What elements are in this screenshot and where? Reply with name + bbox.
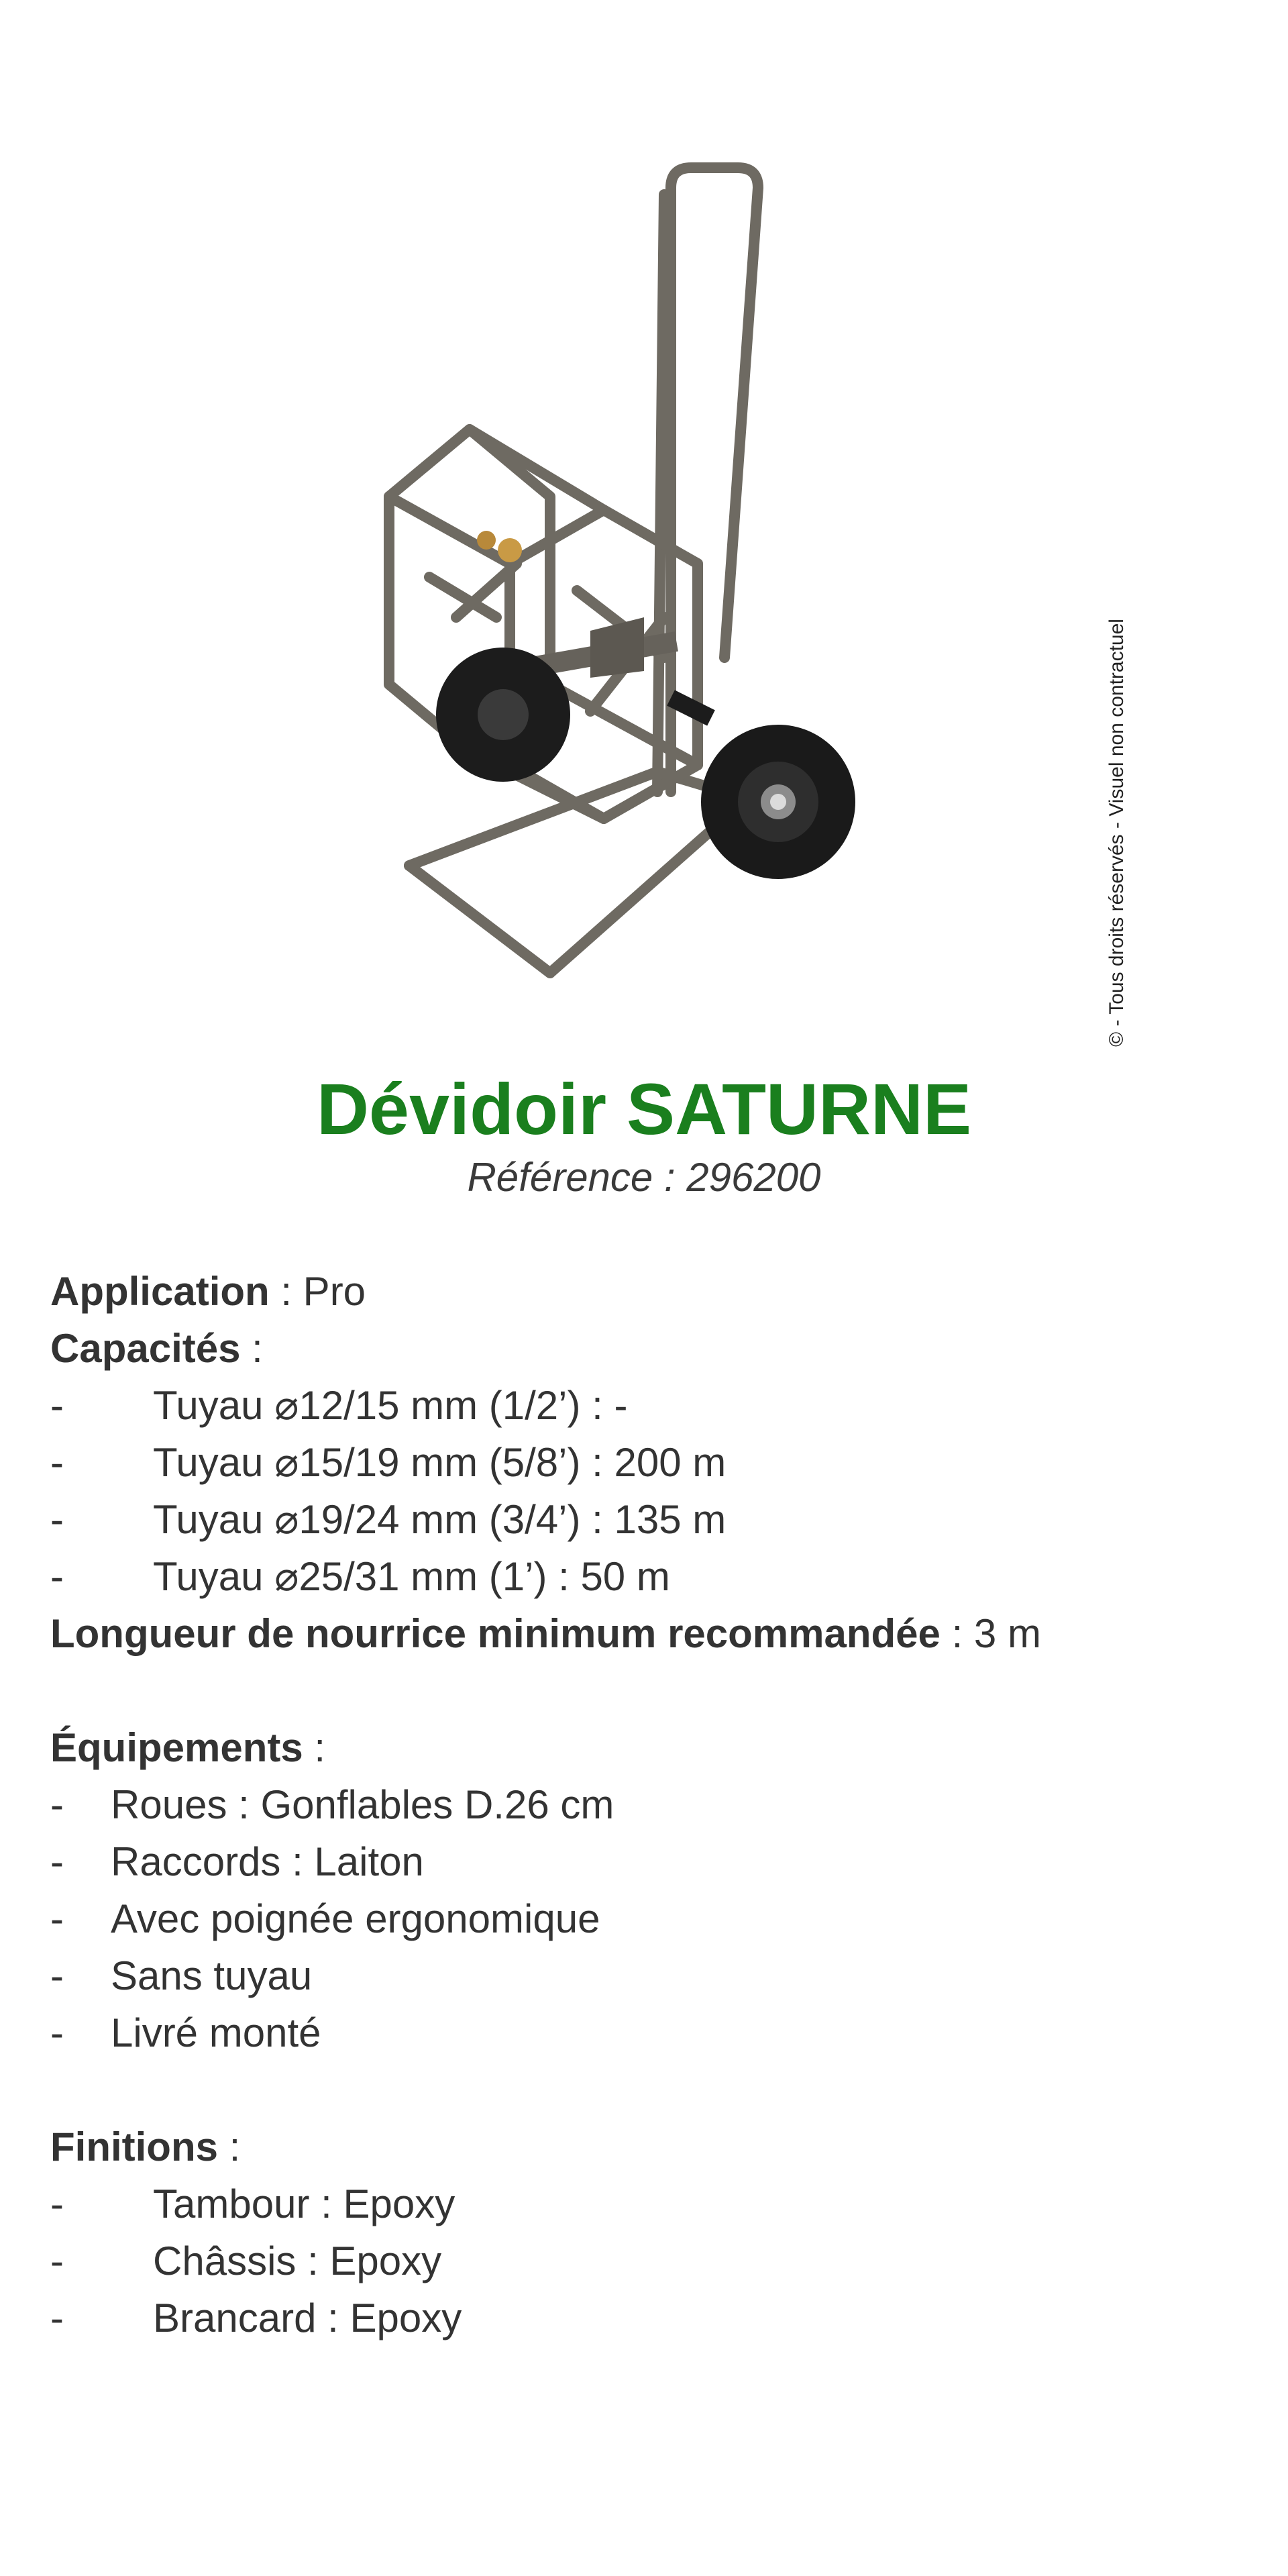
list-bullet: -: [50, 1896, 64, 1941]
capacites-label: Capacités: [50, 1326, 241, 1371]
equipement-item: Sans tuyau: [111, 1953, 313, 1998]
list-bullet: -: [50, 2238, 64, 2283]
finition-item: Brancard : Epoxy: [153, 2296, 462, 2340]
longueur-label: Longueur de nourrice minimum recommandée: [50, 1611, 941, 1656]
list-bullet: -: [50, 2010, 64, 2055]
finitions-separator: :: [217, 2124, 241, 2169]
equipements-label: Équipements: [50, 1725, 303, 1770]
application-value: : Pro: [269, 1269, 366, 1314]
list-bullet: -: [50, 1782, 64, 1827]
capacite-item: Tuyau ⌀12/15 mm (1/2’) : -: [153, 1383, 628, 1428]
equipements-separator: :: [303, 1725, 326, 1770]
finition-item: Châssis : Epoxy: [153, 2238, 442, 2283]
list-bullet: -: [50, 1554, 64, 1599]
equipements-heading: [50, 1724, 325, 1771]
finitions-label: Finitions: [50, 2124, 218, 2169]
list-bullet: -: [50, 1497, 64, 1542]
product-image: [349, 148, 939, 1007]
application-line: [50, 1268, 366, 1315]
list-bullet: -: [50, 1839, 64, 1884]
equipement-item: Livré monté: [111, 2010, 321, 2055]
longueur-line: [50, 1610, 1041, 1657]
capacite-item: Tuyau ⌀15/19 mm (5/8’) : 200 m: [153, 1440, 727, 1485]
application-label: Application: [50, 1269, 270, 1314]
list-bullet: -: [50, 1383, 64, 1428]
copyright-watermark: © - Tous droits réservés - Visuel non contractuel: [1106, 619, 1128, 1047]
capacite-item: Tuyau ⌀25/31 mm (1’) : 50 m: [153, 1554, 670, 1599]
equipement-item: Roues : Gonflables D.26 cm: [111, 1782, 614, 1827]
product-title: Dévidoir SATURNE: [316, 1068, 972, 1149]
longueur-value: : 3 m: [940, 1611, 1041, 1656]
equipement-item: Raccords : Laiton: [111, 1839, 424, 1884]
capacites-separator: :: [240, 1326, 263, 1371]
capacites-heading: [50, 1325, 263, 1372]
equipement-item: Avec poignée ergonomique: [111, 1896, 600, 1941]
list-bullet: -: [50, 1440, 64, 1485]
list-bullet: -: [50, 2296, 64, 2340]
capacite-item: Tuyau ⌀19/24 mm (3/4’) : 135 m: [153, 1497, 727, 1542]
list-bullet: -: [50, 2181, 64, 2226]
product-reference: Référence : 296200: [467, 1155, 821, 1200]
finition-item: Tambour : Epoxy: [153, 2181, 455, 2226]
finitions-heading: [50, 2124, 240, 2170]
list-bullet: -: [50, 1953, 64, 1998]
